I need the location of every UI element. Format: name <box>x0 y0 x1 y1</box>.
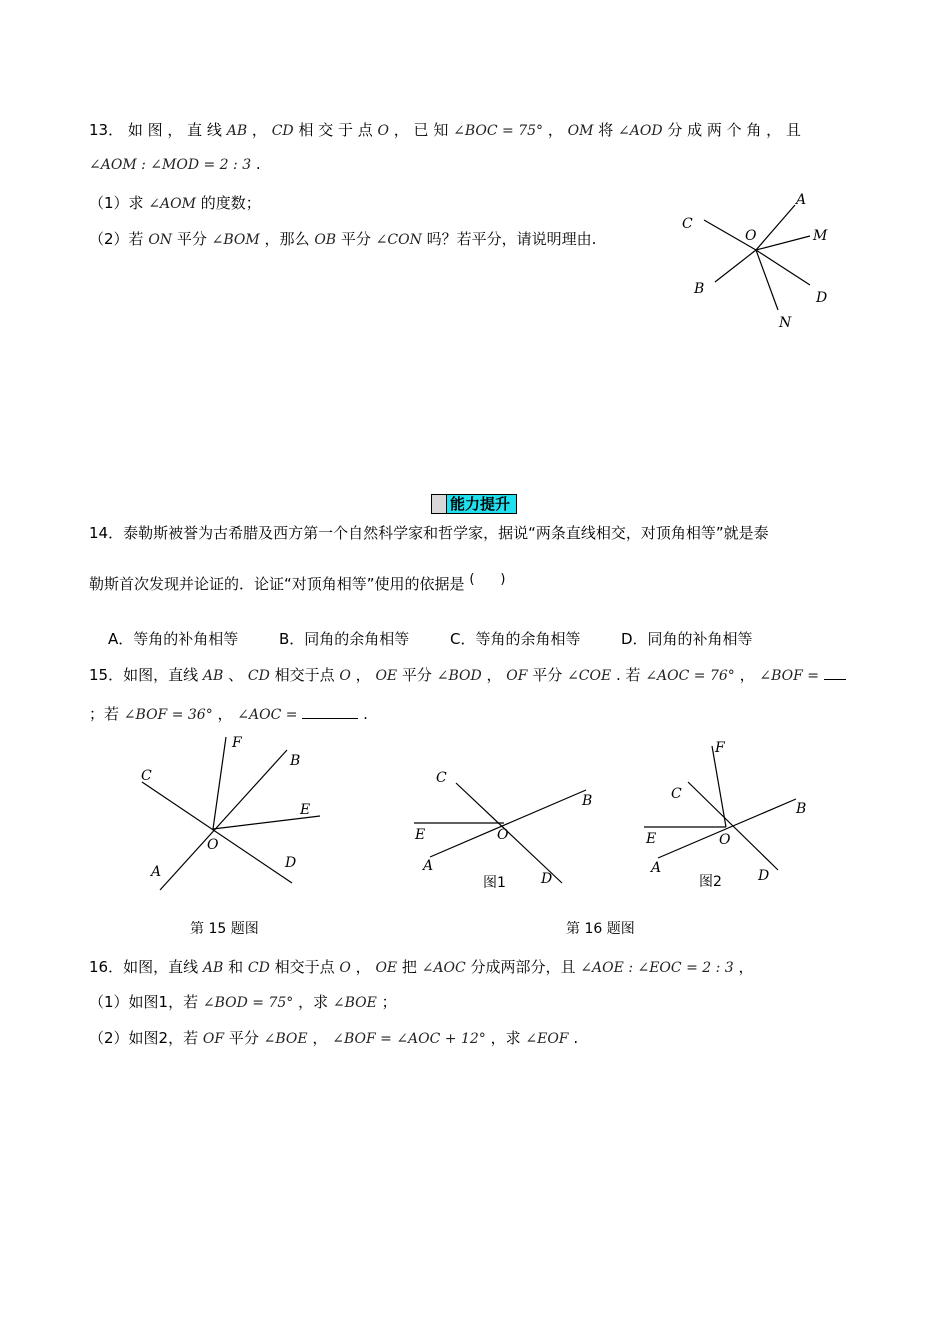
fig16-1-line-cd <box>456 783 562 883</box>
q14-option-b: B．同角的余角相等 <box>279 630 410 648</box>
q15-sep3: ， <box>739 666 755 684</box>
section-title-text: 能力提升 <box>449 495 510 513</box>
fig15-line-ab <box>160 750 287 890</box>
q13-tail: 分 成 两 个 角 ， 且 <box>667 121 801 139</box>
q15-sep1: ， <box>355 666 371 684</box>
q13-label-n: N <box>779 315 792 331</box>
q13-label-d: D <box>816 290 828 306</box>
q13-sep2: ， <box>547 121 563 139</box>
fig16-2-label-e: E <box>646 831 657 847</box>
fig15-label-a: A <box>151 864 162 880</box>
q16-p1-bod: ∠BOD = 75° <box>202 995 294 1011</box>
q14-option-d: D．同角的补角相等 <box>621 630 753 648</box>
q14-option-c: C．等角的余角相等 <box>450 630 581 648</box>
q13-ray-ob <box>715 250 756 282</box>
q16-p2-pf: 平分 <box>228 1029 259 1047</box>
q15-ab: AB <box>202 668 224 684</box>
fig16-fig2 <box>640 738 820 893</box>
q13-om: OM <box>567 123 594 139</box>
fig16-1-label-b: B <box>582 793 593 809</box>
q13-aod: ∠AOD <box>618 123 663 139</box>
q13-line1 <box>89 119 801 140</box>
q14-answer-paren: ( ) <box>469 572 506 587</box>
fig16-2-label-o: O <box>719 832 731 848</box>
q15-bof36: ∠BOF = 36° <box>123 707 213 723</box>
fig16-2-ray-of <box>712 746 726 827</box>
fig16-2-label-a: A <box>651 860 662 876</box>
q15-aoc76: ∠AOC = 76° <box>645 668 735 684</box>
q13-p1-tail: 的度数； <box>200 194 261 212</box>
q16-part1 <box>89 991 397 1012</box>
q13-o: O <box>377 123 389 139</box>
q15-cd: CD <box>247 668 270 684</box>
q13-ratio: ∠AOM : ∠MOD = 2 : 3 <box>89 157 252 173</box>
q13-p1-angle: ∠AOM <box>148 196 196 212</box>
q16-aoc: ∠AOC <box>421 960 466 976</box>
q16-p1-boe: ∠BOE <box>332 995 377 1011</box>
q13-line2 <box>89 155 261 173</box>
q16-p2-cond: ∠BOF = ∠AOC + 12° <box>332 1031 486 1047</box>
q13-mid: 相 交 于 点 <box>298 121 373 139</box>
q16-sep1: ， <box>355 958 371 976</box>
q15-line2 <box>89 703 368 724</box>
fig16-2-label-b: B <box>796 801 807 817</box>
fig15-label-o: O <box>207 837 219 853</box>
fig15-label-f: F <box>232 735 242 751</box>
fig15-label-c: C <box>141 768 152 784</box>
q13-label-o: O <box>745 228 757 244</box>
fig15-label-b: B <box>290 753 301 769</box>
q15-ruo: . 若 <box>615 666 641 684</box>
fig16-2-name: 图2 <box>699 874 722 890</box>
q14-line2-text: 勒斯首次发现并论证的．论证“对顶角相等”使用的依据是 <box>89 575 465 593</box>
q16-he: 和 <box>228 958 244 976</box>
q15-pf2: 平分 <box>532 666 563 684</box>
q15-coe: ∠COE <box>567 668 612 684</box>
q16-mid2: 分成两部分，且 <box>470 958 576 976</box>
q16-end: ， <box>738 958 754 976</box>
q15-mid: 相交于点 <box>274 666 335 684</box>
q14-line2 <box>89 573 505 594</box>
q13-label-b: B <box>694 281 705 297</box>
q13-p1-lead: （1）求 <box>89 194 144 212</box>
q15-line2-lead: ；若 <box>89 705 120 723</box>
q13-jiang: 将 <box>598 121 614 139</box>
q13-p2-on: ON <box>148 232 173 248</box>
q16-p1-mid: ，求 <box>298 993 329 1011</box>
q16-p2-lead: （2）如图2，若 <box>89 1029 199 1047</box>
q16-p2-of: OF <box>202 1031 225 1047</box>
fig16-fig1 <box>410 765 610 895</box>
q13-boc: ∠BOC = 75° <box>453 123 544 139</box>
q13-lead: 13． 如 图 ， 直 线 <box>89 121 222 139</box>
q14-option-a: A．等角的补角相等 <box>108 630 239 648</box>
q13-p2-pf2: 平分 <box>340 230 371 248</box>
q16-p2-sep: ， <box>312 1029 328 1047</box>
q13-ray-on <box>756 250 778 310</box>
q16-p1-end: ； <box>381 993 397 1011</box>
q16-p1-lead: （1）如图1，若 <box>89 993 199 1011</box>
q16-oe: OE <box>375 960 398 976</box>
q13-part2 <box>89 228 596 249</box>
q16-o: O <box>339 960 351 976</box>
q15-dun: 、 <box>228 666 244 684</box>
fig16-2-label-d: D <box>758 868 770 884</box>
fig16-1-name: 图1 <box>483 875 506 891</box>
q16-ratio: ∠AOE : ∠EOC = 2 : 3 <box>580 960 734 976</box>
fig16-1-label-d: D <box>541 871 553 887</box>
q16-p2-boe: ∠BOE <box>263 1031 308 1047</box>
fig16-2-label-c: C <box>671 786 682 802</box>
q13-p2-bom: ∠BOM <box>211 232 260 248</box>
q13-known: ， 已 知 <box>393 121 449 139</box>
fig16-1-label-o: O <box>497 827 509 843</box>
fig15-label-d: D <box>285 855 297 871</box>
q13-end: . <box>255 155 261 173</box>
q16-line1 <box>89 956 753 977</box>
q15-lead: 15．如图，直线 <box>89 666 199 684</box>
q13-part1 <box>89 192 261 213</box>
fig15-ray-of <box>213 737 226 829</box>
q15-blank-2[interactable] <box>302 704 358 719</box>
q15-aocq: ∠AOC = <box>237 707 298 723</box>
fig15-caption: 第 15 题图 <box>190 921 259 937</box>
q13-p2-lead: （2）若 <box>89 230 144 248</box>
fig16-1-label-a: A <box>423 858 434 874</box>
q14-line1: 14．泰勒斯被誉为古希腊及西方第一个自然科学家和哲学家，据说“两条直线相交，对顶角相等”就是泰 <box>89 524 769 542</box>
q13-p2-pf: 平分 <box>176 230 207 248</box>
q15-sep4: ， <box>217 705 233 723</box>
fig16-2-line-ab <box>658 799 796 858</box>
q13-p2-tail: 吗？若平分，请说明理由. <box>426 230 597 248</box>
q16-p2-end: . <box>573 1029 579 1047</box>
q16-lead: 16．如图，直线 <box>89 958 199 976</box>
q13-p2-ob: OB <box>314 232 337 248</box>
q13-ray-od <box>756 250 810 285</box>
q13-label-a: A <box>796 192 807 208</box>
q15-line1 <box>89 664 846 685</box>
q15-sep2: ， <box>486 666 502 684</box>
q13-cd: CD <box>271 123 294 139</box>
q15-pf1: 平分 <box>401 666 432 684</box>
q13-figure <box>660 180 860 340</box>
q16-cd: CD <box>247 960 270 976</box>
q13-p2-con: ∠CON <box>375 232 422 248</box>
q16-ba: 把 <box>401 958 417 976</box>
q16-p2-eof: ∠EOF <box>525 1031 569 1047</box>
fig16-2-label-f: F <box>715 740 725 756</box>
q15-of: OF <box>506 668 528 684</box>
q16-ab: AB <box>202 960 224 976</box>
q15-bod: ∠BOD <box>436 668 482 684</box>
q13-ray-oa <box>756 205 795 250</box>
q16-p2-mid: ，求 <box>490 1029 521 1047</box>
fig15-label-e: E <box>300 802 311 818</box>
fig16-caption: 第 16 题图 <box>566 921 635 937</box>
fig16-1-label-e: E <box>415 827 426 843</box>
section-title <box>431 494 517 514</box>
q13-label-m: M <box>813 228 828 244</box>
q16-part2 <box>89 1027 578 1048</box>
section-title-marker <box>432 495 447 513</box>
q15-o: O <box>339 668 351 684</box>
q13-sep: ， <box>251 121 267 139</box>
q15-oe: OE <box>375 668 398 684</box>
q13-label-c: C <box>682 216 693 232</box>
q16-mid: 相交于点 <box>274 958 335 976</box>
q13-ray-om <box>756 236 810 250</box>
q15-end: . <box>363 705 368 723</box>
q15-blank-1[interactable] <box>824 665 846 680</box>
fig16-1-label-c: C <box>436 770 447 786</box>
fig15 <box>130 725 340 900</box>
q13-ab: AB <box>226 123 248 139</box>
q13-p2-mid: ，那么 <box>264 230 310 248</box>
q15-bofq: ∠BOF = <box>759 668 820 684</box>
